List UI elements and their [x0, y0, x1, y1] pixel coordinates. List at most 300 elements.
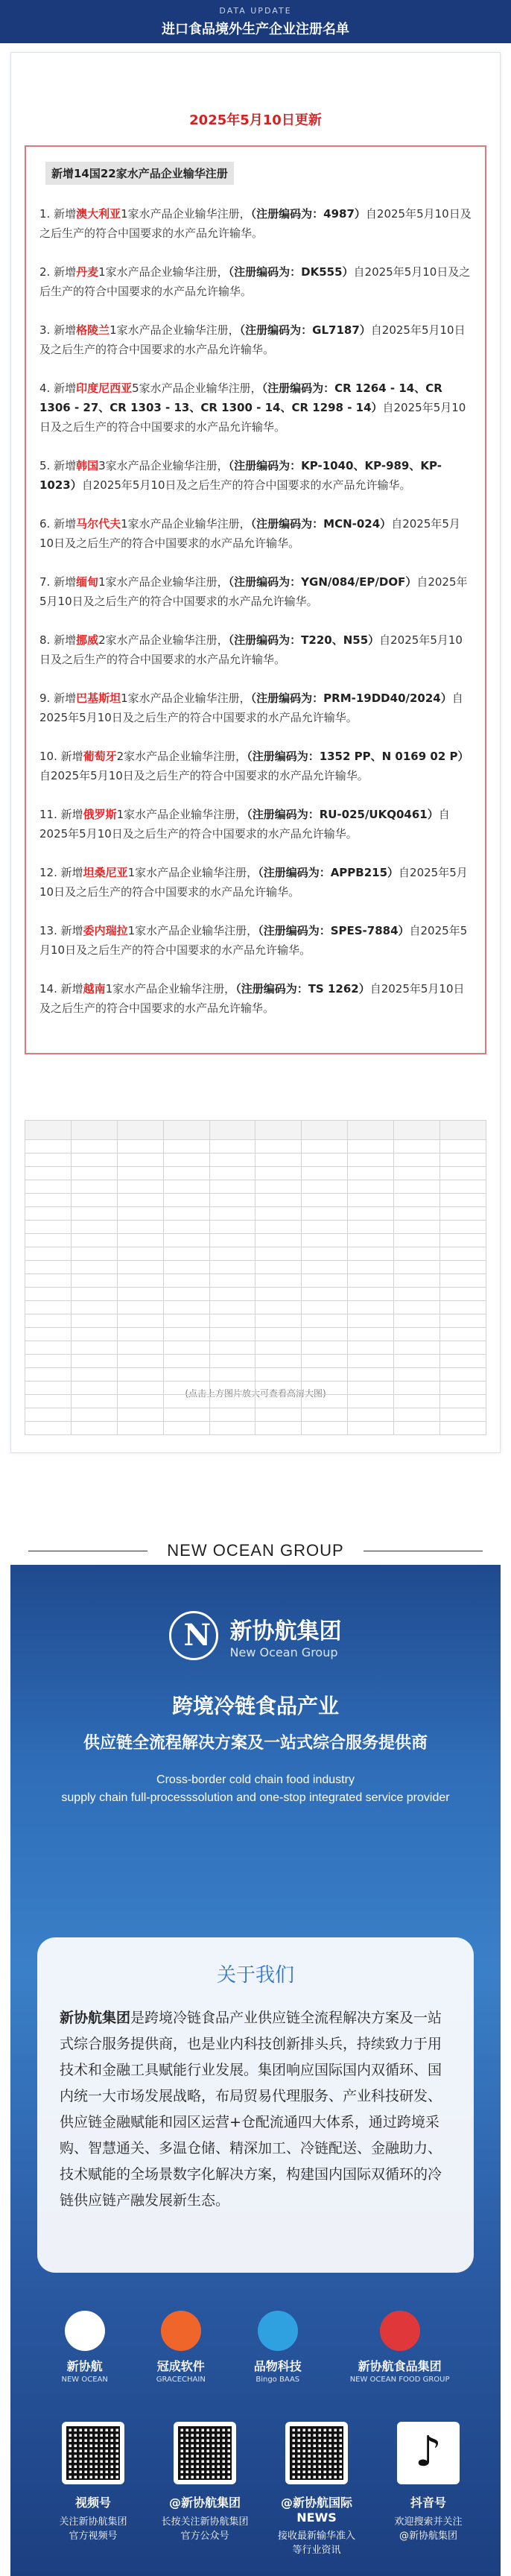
table-cell: [117, 1355, 163, 1368]
qr-title: @新协航集团: [168, 2496, 241, 2510]
table-cell: [302, 1153, 348, 1167]
notice-item-suffix: 自2025年5月10日及之后生产的符合中国要求的水产品允许输华。: [39, 323, 466, 356]
table-cell: [209, 1207, 256, 1221]
table-cell: [209, 1261, 256, 1274]
notice-item-code: （注册编码为：PRM-19DD40/2024）: [250, 692, 452, 705]
table-cell: [117, 1234, 163, 1247]
table-cell: [117, 1194, 163, 1207]
table-cell: [25, 1221, 72, 1234]
table-cell: [394, 1288, 440, 1301]
table-cell: [348, 1288, 394, 1301]
slogan-en-line2: supply chain full-processsolution and one-stop integrated service provider: [61, 1791, 450, 1804]
table-cell: [302, 1221, 348, 1234]
notice-item: [39, 689, 472, 727]
table-cell: [302, 1422, 348, 1435]
notice-item: [39, 921, 472, 960]
notice-item-suffix: 自2025年5月10日及之后生产的符合中国要求的水产品允许输华。: [39, 769, 369, 782]
table-cell: [117, 1140, 163, 1153]
brand-item: [350, 2311, 450, 2384]
table-cell: [117, 1368, 163, 1382]
table-cell: [256, 1247, 302, 1261]
table-cell: [394, 1368, 440, 1382]
notice-item-prefix: 8. 新增: [39, 633, 77, 647]
table-cell: [394, 1382, 440, 1395]
table-header-cell: [25, 1121, 72, 1140]
notice-item-code: （注册编码为：YGN/084/EP/DOF）: [228, 575, 417, 589]
table-cell: [302, 1274, 348, 1288]
table-cell: [348, 1180, 394, 1194]
notice-item-prefix: 6. 新增: [39, 517, 77, 531]
notice-item-prefix: 1. 新增: [39, 207, 77, 221]
table-cell: [25, 1408, 72, 1422]
table-cell: [209, 1382, 256, 1395]
table-cell: [394, 1301, 440, 1314]
notice-item-suffix: 自2025年5月10日及之后生产的符合中国要求的水产品允许输华。: [39, 207, 472, 240]
table-row: [25, 1301, 486, 1314]
table-cell: [348, 1207, 394, 1221]
header-title: 进口食品境外生产企业注册名单: [162, 22, 349, 37]
notice-item-suffix: 自2025年5月10日及之后生产的符合中国要求的水产品允许输华。: [39, 575, 468, 608]
table-cell: [348, 1274, 394, 1288]
qr-desc-line1: 接收最新输华准入: [277, 2531, 355, 2542]
table-header-cell: [440, 1121, 486, 1140]
notice-item-code: （注册编码为：GL7187）: [239, 323, 371, 337]
table-row: [25, 1382, 486, 1395]
notice-item-country: 俄罗斯: [83, 808, 117, 821]
table-cell: [256, 1221, 302, 1234]
table-cell: [394, 1234, 440, 1247]
notice-item-text: 1家水产品企业输华注册，: [121, 207, 251, 221]
notice-item-suffix: 自2025年5月10日及之后生产的符合中国要求的水产品允许输华。: [39, 517, 460, 550]
notice-item-code: （注册编码为：CR 1264 - 14、CR 1306 - 27、CR 1303 - 13、CR 1300 - 14、CR 1298 - 14）: [39, 382, 442, 414]
table-cell: [348, 1140, 394, 1153]
table-cell: [25, 1234, 72, 1247]
table-cell: [117, 1341, 163, 1355]
qr-codes: [37, 2422, 484, 2557]
qr-item[interactable]: [376, 2422, 480, 2557]
table-cell: [209, 1140, 256, 1153]
qr-desc-line1: 关注新协航集团: [59, 2516, 127, 2528]
table-cell: [117, 1408, 163, 1422]
table-cell: [348, 1234, 394, 1247]
table-cell: [71, 1301, 117, 1314]
table-row: [25, 1261, 486, 1274]
table-cell: [302, 1368, 348, 1382]
notice-item-country: 印度尼西亚: [76, 382, 133, 395]
notice-item-prefix: 7. 新增: [39, 575, 77, 589]
notice-item: [39, 630, 472, 669]
table-cell: [117, 1422, 163, 1435]
brand-item: [254, 2311, 302, 2384]
table-cell: [256, 1395, 302, 1408]
qr-desc-line2: 等行业资讯: [292, 2545, 341, 2556]
table-cell: [163, 1153, 209, 1167]
notice-item-text: 1家水产品企业输华注册，: [127, 866, 258, 879]
table-hint: (点击上方图片放大可查看高清大图): [185, 1388, 326, 1399]
table-cell: [256, 1288, 302, 1301]
table-cell: [348, 1247, 394, 1261]
table-cell: [256, 1167, 302, 1180]
table-row: [25, 1395, 486, 1408]
table-cell: [302, 1261, 348, 1274]
table-cell: [394, 1422, 440, 1435]
table-cell: [25, 1395, 72, 1408]
notice-item-country: 丹麦: [76, 265, 99, 279]
notice-item-prefix: 3. 新增: [39, 323, 77, 337]
table-cell: [348, 1221, 394, 1234]
table-cell: [302, 1180, 348, 1194]
qr-code-icon[interactable]: [285, 2422, 348, 2484]
slogan-main: 跨境冷链食品产业: [171, 1694, 339, 1718]
table-cell: [163, 1314, 209, 1328]
table-cell: [25, 1355, 72, 1368]
table-cell: [25, 1328, 72, 1341]
table-cell: [302, 1314, 348, 1328]
table-cell: [440, 1314, 486, 1328]
table-cell: [25, 1274, 72, 1288]
qr-desc-line2: 官方公众号: [180, 2531, 229, 2542]
table-cell: [117, 1221, 163, 1234]
table-cell: [256, 1140, 302, 1153]
table-cell: [209, 1328, 256, 1341]
table-cell: [256, 1153, 302, 1167]
notice-box: [25, 145, 486, 1054]
qr-desc: [264, 2529, 369, 2557]
table-cell: [302, 1382, 348, 1395]
qr-item[interactable]: [264, 2422, 369, 2557]
update-date: 2025年5月10日更新: [189, 113, 322, 128]
table-cell: [117, 1288, 163, 1301]
notice-item-code: （注册编码为：KP-1040、KP-989、KP-1023）: [39, 459, 442, 492]
table-cell: [348, 1301, 394, 1314]
table-cell: [71, 1382, 117, 1395]
notice-item-suffix: 自2025年5月10日及之后生产的符合中国要求的水产品允许输华。: [39, 982, 465, 1015]
table-cell: [25, 1341, 72, 1355]
table-cell: [163, 1382, 209, 1395]
table-cell: [71, 1167, 117, 1180]
notice-item-country: 马尔代夫: [76, 517, 121, 531]
table-row: [25, 1288, 486, 1301]
table-cell: [256, 1234, 302, 1247]
table-cell: [163, 1341, 209, 1355]
qr-desc: [376, 2515, 480, 2543]
notice-item-country: 澳大利亚: [76, 207, 121, 221]
logo-en: New Ocean Group: [229, 1645, 338, 1659]
notice-item-code: （注册编码为：RU-025/UKQ0461）: [247, 808, 439, 821]
notice-item-country: 委内瑞拉: [83, 924, 128, 937]
registration-table: [25, 1120, 486, 1435]
qr-desc: [153, 2515, 257, 2543]
table-cell: [71, 1180, 117, 1194]
notice-item: [39, 863, 472, 902]
table-cell: [209, 1288, 256, 1301]
notice-item-country: 坦桑尼亚: [83, 866, 128, 879]
table-header-cell: [71, 1121, 117, 1140]
logo-icon: [169, 1611, 218, 1660]
table-cell: [302, 1234, 348, 1247]
table-cell: [25, 1194, 72, 1207]
notice-heading: 新增14国22家水产品企业输华注册: [45, 162, 234, 185]
table-cell: [117, 1180, 163, 1194]
table-cell: [394, 1180, 440, 1194]
table-cell: [25, 1140, 72, 1153]
brand-name: 新协航食品集团: [358, 2359, 442, 2373]
table-row: [25, 1167, 486, 1180]
table-cell: [71, 1194, 117, 1207]
notice-item-text: 1家水产品企业输华注册，: [116, 808, 247, 821]
table-cell: [163, 1328, 209, 1341]
table-header-cell: [117, 1121, 163, 1140]
table-cell: [25, 1247, 72, 1261]
qr-title: 抖音号: [410, 2496, 446, 2510]
table-cell: [209, 1153, 256, 1167]
notice-item-code: （注册编码为：4987）: [250, 207, 366, 221]
table-cell: [71, 1422, 117, 1435]
table-cell: [394, 1194, 440, 1207]
notice-item-code: （注册编码为：APPB215）: [258, 866, 399, 879]
table-cell: [302, 1167, 348, 1180]
table-cell: [163, 1261, 209, 1274]
table-cell: [256, 1368, 302, 1382]
notice-item-code: （注册编码为：MCN-024）: [250, 517, 392, 531]
notice-item: [39, 747, 472, 785]
table-cell: [440, 1167, 486, 1180]
notice-list: [39, 204, 472, 1018]
table-cell: [302, 1194, 348, 1207]
table-cell: [209, 1194, 256, 1207]
notice-item-text: 1家水产品企业输华注册，: [105, 982, 236, 996]
notice-item-text: 5家水产品企业输华注册，: [132, 382, 262, 395]
table-cell: [394, 1153, 440, 1167]
table-cell: [209, 1221, 256, 1234]
table-cell: [348, 1408, 394, 1422]
brand-name: 冠成软件: [156, 2359, 205, 2373]
table-row: [25, 1194, 486, 1207]
qr-code-icon[interactable]: [62, 2422, 124, 2484]
brand-icon: [65, 2311, 105, 2351]
table-header-cell: [256, 1121, 302, 1140]
table-cell: [163, 1274, 209, 1288]
table-cell: [440, 1247, 486, 1261]
table-header-cell: [209, 1121, 256, 1140]
table-cell: [302, 1341, 348, 1355]
table-cell: [209, 1422, 256, 1435]
table-cell: [440, 1194, 486, 1207]
slogan-sub: 供应链全流程解决方案及一站式综合服务提供商: [83, 1734, 428, 1753]
table-row: [25, 1207, 486, 1221]
table-cell: [71, 1140, 117, 1153]
table-cell: [440, 1274, 486, 1288]
table-cell: [71, 1368, 117, 1382]
table-cell: [440, 1234, 486, 1247]
notice-item-text: 3家水产品企业输华注册，: [98, 459, 229, 472]
qr-code-icon[interactable]: [174, 2422, 236, 2484]
table-cell: [209, 1395, 256, 1408]
table-row: [25, 1355, 486, 1368]
table-cell: [71, 1355, 117, 1368]
table-row: [25, 1234, 486, 1247]
table-cell: [394, 1314, 440, 1328]
table-cell: [209, 1341, 256, 1355]
notice-item-country: 格陵兰: [76, 323, 110, 337]
group-logo: [10, 1565, 501, 1660]
brand-item: [156, 2311, 206, 2384]
notice-item-prefix: 12. 新增: [39, 866, 83, 879]
table-cell: [256, 1180, 302, 1194]
notice-item-text: 2家水产品企业输华注册，: [98, 633, 229, 647]
table-row: [25, 1328, 486, 1341]
table-cell: [394, 1221, 440, 1234]
table-cell: [117, 1167, 163, 1180]
brand-logos: [37, 2280, 474, 2414]
notice-item-prefix: 14. 新增: [39, 982, 83, 996]
table-cell: [209, 1314, 256, 1328]
table-cell: [302, 1355, 348, 1368]
notice-item-code: （注册编码为：SPES-7884）: [258, 924, 410, 937]
table-cell: [71, 1153, 117, 1167]
table-cell: [117, 1261, 163, 1274]
table-cell: [71, 1341, 117, 1355]
table-cell: [348, 1368, 394, 1382]
table-cell: [440, 1207, 486, 1221]
table-cell: [348, 1314, 394, 1328]
table-header-cell: [302, 1121, 348, 1140]
table-cell: [209, 1167, 256, 1180]
qr-title: @新协航国际NEWS: [280, 2496, 352, 2525]
table-cell: [209, 1274, 256, 1288]
table-cell: [394, 1261, 440, 1274]
header-subtitle: DATA UPDATE: [219, 6, 292, 16]
table-cell: [256, 1207, 302, 1221]
table-cell: [25, 1180, 72, 1194]
table-cell: [163, 1140, 209, 1153]
notice-item-prefix: 10. 新增: [39, 750, 83, 763]
table-cell: [71, 1395, 117, 1408]
notice-item-country: 韩国: [76, 459, 99, 472]
qr-item[interactable]: [41, 2422, 145, 2557]
promo-banner: [10, 1565, 501, 2576]
notice-item-suffix: 自2025年5月10日及之后生产的符合中国要求的水产品允许输华。: [39, 265, 471, 298]
notice-item-text: 1家水产品企业输华注册，: [121, 692, 251, 705]
notice-item-code: （注册编码为：1352 PP、N 0169 02 P）: [247, 750, 469, 763]
table-row: [25, 1368, 486, 1382]
table-cell: [348, 1328, 394, 1341]
table-cell: [163, 1395, 209, 1408]
qr-item[interactable]: [153, 2422, 257, 2557]
table-cell: [440, 1382, 486, 1395]
table-cell: [163, 1408, 209, 1422]
table-cell: [440, 1261, 486, 1274]
notice-item-text: 1家水产品企业输华注册，: [98, 265, 229, 279]
notice-item: [39, 320, 472, 359]
about-body: [37, 1987, 474, 2214]
table-cell: [163, 1194, 209, 1207]
table-cell: [163, 1207, 209, 1221]
table-cell: [209, 1234, 256, 1247]
notice-item-prefix: 11. 新增: [39, 808, 83, 821]
table-cell: [209, 1355, 256, 1368]
table-cell: [394, 1395, 440, 1408]
table-cell: [440, 1395, 486, 1408]
table-cell: [440, 1140, 486, 1153]
notice-item: [39, 456, 472, 495]
slogan-en-line1: Cross-border cold chain food industry: [156, 1773, 355, 1786]
table-cell: [302, 1207, 348, 1221]
group-divider: [0, 1541, 511, 1560]
notice-item-country: 越南: [83, 982, 106, 996]
table-cell: [209, 1301, 256, 1314]
table-cell: [440, 1341, 486, 1355]
table-cell: [256, 1274, 302, 1288]
table-cell: [163, 1422, 209, 1435]
table-cell: [71, 1234, 117, 1247]
table-cell: [71, 1274, 117, 1288]
table-cell: [256, 1382, 302, 1395]
notice-item: [39, 805, 472, 844]
table-cell: [117, 1207, 163, 1221]
notice-item-text: 1家水产品企业输华注册，: [98, 575, 229, 589]
table-cell: [117, 1247, 163, 1261]
notice-item-text: 1家水产品企业输华注册，: [110, 323, 240, 337]
table-cell: [440, 1288, 486, 1301]
logo-cn: 新协航集团: [229, 1618, 342, 1645]
notice-item: [39, 514, 472, 553]
table-header-cell: [348, 1121, 394, 1140]
douyin-icon[interactable]: [397, 2422, 460, 2484]
table-cell: [71, 1221, 117, 1234]
table-cell: [71, 1207, 117, 1221]
registration-table-image[interactable]: [25, 1120, 486, 1373]
table-cell: [163, 1234, 209, 1247]
table-cell: [117, 1274, 163, 1288]
table-cell: [256, 1314, 302, 1328]
table-cell: [394, 1274, 440, 1288]
brand-name: 新协航: [66, 2359, 103, 2373]
about-text: 是跨境冷链食品产业供应链全流程解决方案及一站式综合服务提供商，也是业内科技创新排头兵，持续致力于用技术和金融工具赋能行业发展。集团响应国际国内双循环、国内统一大市场发展战略，布局贸易代理服务、产业科技研发、供应链金融赋能和园区运营+仓配流通四大体系，通过跨境采购、智慧通关、多温仓储、精深加工、冷链配送、金融助力、技术赋能的全场景数字化解决方案，构建国内国际双循环的冷链供应链产融发展新生态。: [60, 2010, 442, 2209]
table-cell: [302, 1395, 348, 1408]
table-row: [25, 1140, 486, 1153]
table-cell: [117, 1382, 163, 1395]
about-card: [37, 1937, 474, 2273]
table-cell: [348, 1395, 394, 1408]
table-cell: [163, 1368, 209, 1382]
table-cell: [117, 1395, 163, 1408]
table-cell: [440, 1355, 486, 1368]
notice-item-text: 2家水产品企业输华注册，: [116, 750, 247, 763]
notice-item: [39, 379, 472, 437]
table-cell: [302, 1247, 348, 1261]
qr-desc-line1: 欢迎搜索并关注: [394, 2516, 463, 2528]
table-cell: [440, 1153, 486, 1167]
brand-sub: NEW OCEAN: [61, 2376, 108, 2384]
table-cell: [394, 1328, 440, 1341]
page-header: [0, 0, 511, 43]
table-cell: [117, 1314, 163, 1328]
table-cell: [440, 1180, 486, 1194]
qr-desc-line2: 官方视频号: [69, 2531, 118, 2542]
table-cell: [348, 1355, 394, 1368]
table-cell: [25, 1382, 72, 1395]
table-cell: [302, 1140, 348, 1153]
notice-item-suffix: 自2025年5月10日及之后生产的符合中国要求的水产品允许输华。: [81, 478, 411, 492]
table-cell: [348, 1153, 394, 1167]
table-cell: [25, 1368, 72, 1382]
table-cell: [25, 1261, 72, 1274]
notice-item: [39, 572, 472, 611]
slogan-en: [10, 1771, 501, 1807]
notice-item-suffix: 自2025年5月10日及之后生产的符合中国要求的水产品允许输华。: [39, 808, 450, 841]
table-cell: [440, 1408, 486, 1422]
